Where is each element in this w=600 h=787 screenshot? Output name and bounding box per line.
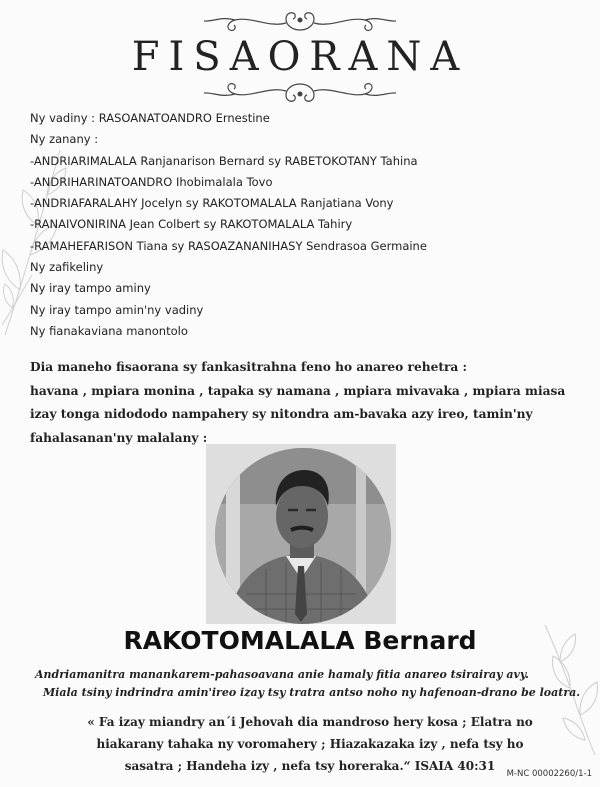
thanks-line: Dia maneho fisaorana sy fankasitrahna feno ho anareo rehetra : [30,360,468,374]
blessing-text [35,666,580,702]
children-heading: Ny zanany : [30,132,99,147]
whole-family-line: Ny fianakaviana manontolo [30,323,188,338]
spouse-siblings-line: Ny iray tampo amin'ny vadiny [30,302,204,317]
child-line: -RANAIVONIRINA Jean Colbert sy RAKOTOMALALA Tahiry [30,217,353,232]
quote-line: sasatra ; Handeha izy , nefa tsy horeraka.“ ISAIA 40:31 [124,759,496,773]
quote-line: hiakarany tahaka ny voromahery ; Hiazakazaka izy , nefa tsy ho [96,737,524,751]
grandchildren-line: Ny zafikeliny [30,260,104,275]
thanks-line: fahalasanan'ny malalany : [30,430,208,445]
thanks-paragraph [30,356,570,450]
child-line: -RAMAHEFARISON Tiana sy RASOAZANANIHASY Sendrasoa Germaine [30,238,427,253]
bible-quote [60,711,560,777]
reference-code: M-NC 00002260/1-1 [506,769,592,779]
family-list [30,108,530,342]
bottom-ornament [0,80,600,106]
portrait-photo [206,444,396,624]
child-line: -ANDRIARIMALALA Ranjanarison Bernard sy RABETOKOTANY Tahina [30,153,418,168]
spouse-line: Ny vadiny : RASOANATOANDRO Ernestine [30,111,270,125]
siblings-line: Ny iray tampo aminy [30,281,151,296]
thanks-line: havana , mpiara monina , tapaka sy namana , mpiara mivavaka , mpiara miasa [30,383,566,398]
thanks-line: izay tonga nidododo nampahery sy nitondra am-bavaka azy ireo, tamin'ny [30,407,533,421]
apology-line: Miala tsiny indrindra amin'ireo izay tsy tratra antso noho ny hafenoan-drano be loatra. [43,686,581,699]
quote-line: « Fa izay miandry an´i Jehovah dia mandroso hery kosa ; Elatra no [87,715,533,729]
child-line: -ANDRIAFARALAHY Jocelyn sy RAKOTOMALALA Ranjatiana Vony [30,196,394,211]
child-line: -ANDRIHARINATOANDRO Ihobimalala Tovo [30,174,273,189]
blessing-line: Andriamanitra manankarem-pahasoavana anie hamaly fitia anareo tsirairay avy. [35,668,529,681]
deceased-name: RAKOTOMALALA Bernard [123,626,477,655]
page-title: FISAORANA [131,34,469,80]
